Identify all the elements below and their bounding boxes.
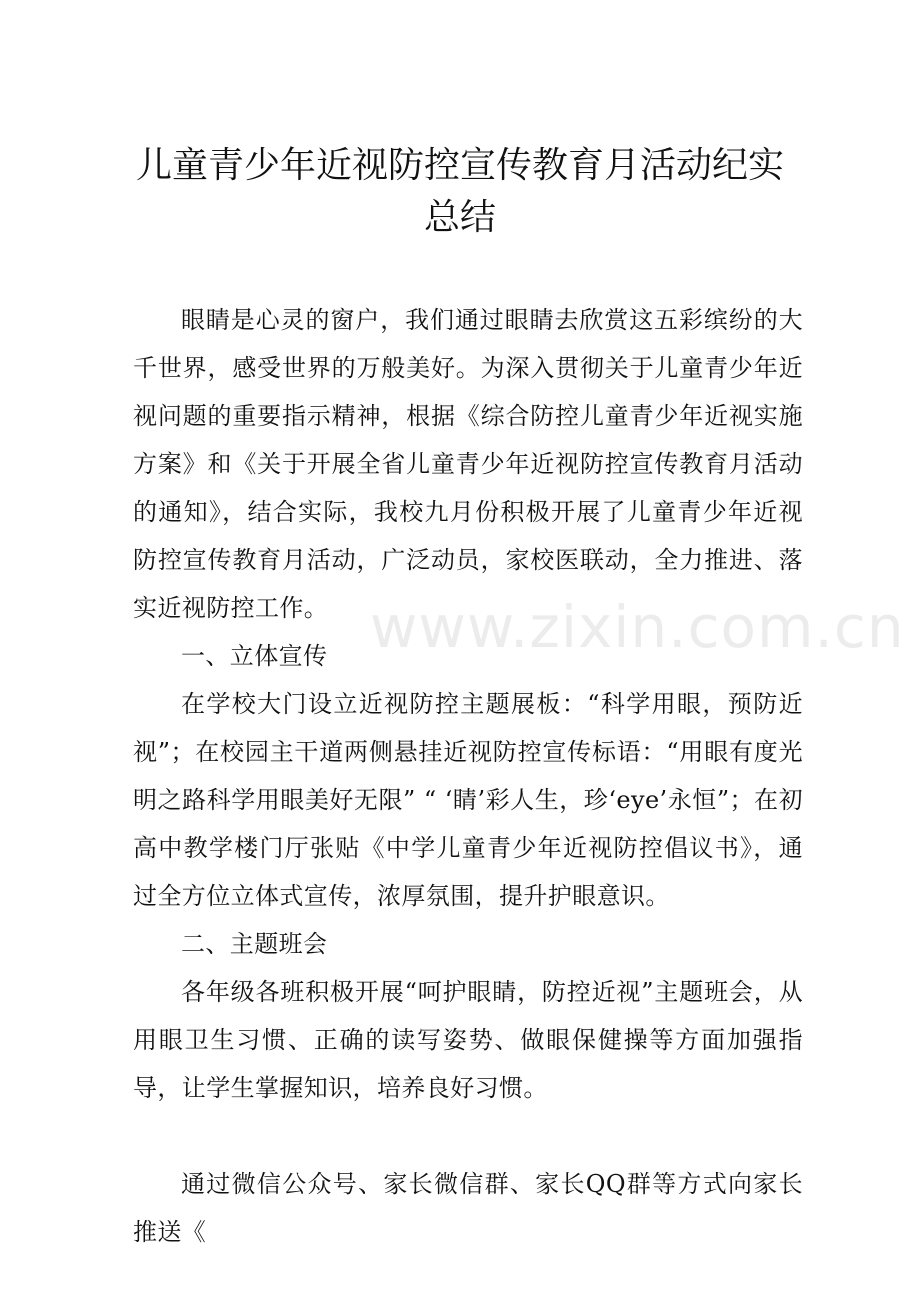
paragraph-intro: 眼睛是心灵的窗户，我们通过眼睛去欣赏这五彩缤纷的大千世界，感受世界的万般美好。为深入贯彻关于儿童青少年近视问题的重要指示精神，根据《综合防控儿童青少年近视实施方案》和《关于开展全省儿童青少年近视防控宣传教育月活动的通知》，结合实际，我校九月份积极开展了儿童青少年近视防控宣传教育月活动，广泛动员，家校医联动，全力推进、落实近视防控工作。 [133, 306, 803, 622]
paragraph-publicity: 在学校大门设立近视防控主题展板：“科学用眼，预防近视”；在校园主干道两侧悬挂近视防控宣传标语：“用眼有度光明之路科学用眼美好无限” “ ‘睛’彩人生，珍‘eye’永恒”；在初高中教学楼门厅张贴《中学儿童青少年近视防控倡议书》，通过全方位立体式宣传，浓厚氛围，提升护眼意识。 [133, 690, 803, 910]
watermark: www.zixin.com.cn [370, 593, 905, 661]
paragraph-parents: 通过微信公众号、家长微信群、家长QQ群等方式向家长推送《 [133, 1170, 803, 1246]
document-title: 儿童青少年近视防控宣传教育月活动纪实总结 [135, 145, 784, 238]
section-heading-2: 二、主题班会 [181, 930, 328, 958]
paragraph-class-meeting: 各年级各班积极开展“呵护眼睛，防控近视”主题班会，从用眼卫生习惯、正确的读写姿势、做眼保健操等方面加强指导，让学生掌握知识，培养良好习惯。 [133, 978, 803, 1102]
paragraph-gap [133, 1112, 803, 1160]
document-body [133, 296, 803, 1256]
section-heading-1: 一、立体宣传 [181, 642, 328, 670]
